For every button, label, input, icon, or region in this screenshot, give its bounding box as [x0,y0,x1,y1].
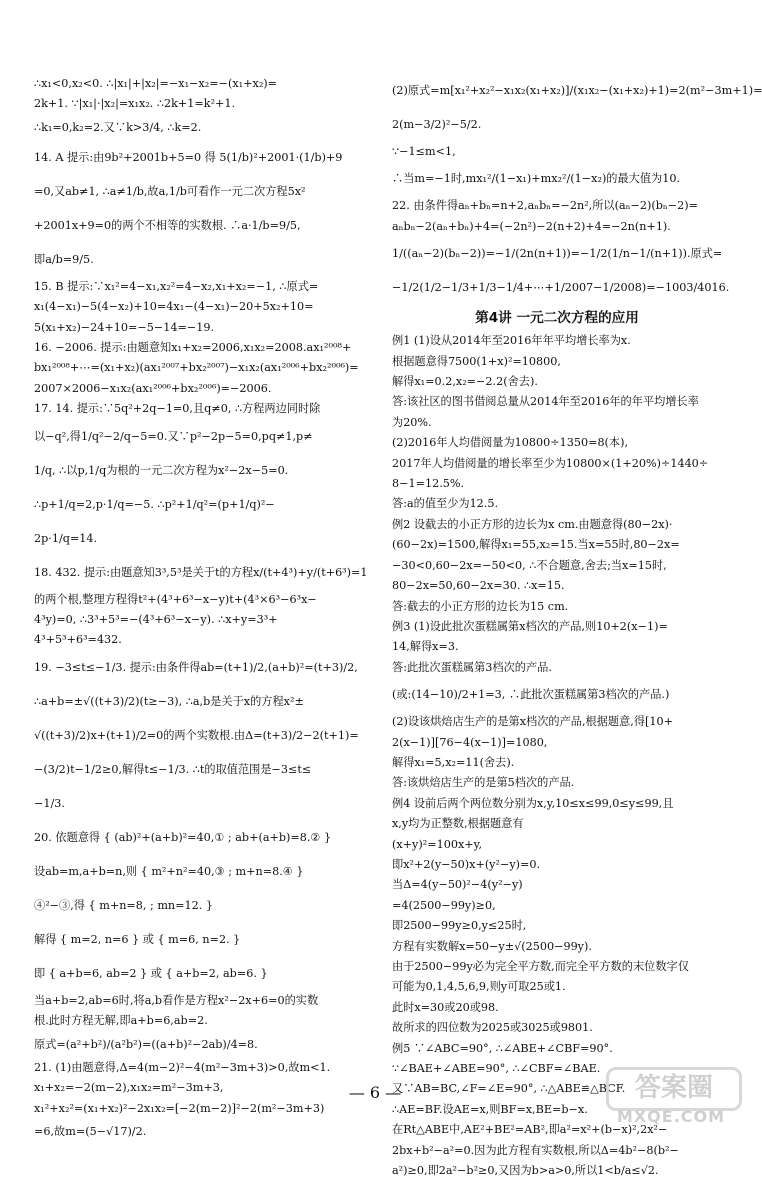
text-line: ∴当m=−1时,mx₁²/(1−x₁)+mx₂²/(1−x₂)的最大值为10. [392,172,681,186]
text-line: 根.此时方程无解,即a+b=6,ab=2. [34,1014,208,1028]
example-3: 例3 (1)设此批次蛋糕属第x档次的产品,则10+2(x−1)= [392,619,668,633]
text-line: ∵∠BAE+∠ABE=90°, ∴∠CBF=∠BAE. [392,1062,601,1076]
text-line: 为20%. [392,415,432,429]
answer-22: 22. 由条件得aₙ+bₙ=n+2,aₙbₙ=−2n²,所以(aₙ−2)(bₙ−2)= [392,199,698,213]
text-line: 2bx+b²−a²=0.因为此方程有实数根,所以Δ=4b²−8(b²− [392,1143,679,1157]
text-line: ∴k₁=0,k₂=2.又∵k>3/4, ∴k=2. [34,120,202,134]
text-line: 答:a的值至少为12.5. [392,497,499,511]
text-line: (2)设该烘焙店生产的是第x档次的产品,根据题意,得[10+ [392,715,673,729]
text-line: 以−q²,得1/q²−2/q−5=0.又∵p²−2p−5=0,pq≠1,p≠ [34,429,313,443]
text-line: 答:此批次蛋糕属第3档次的产品. [392,660,552,674]
text-line: √((t+3)/2)x+(t+1)/2=0的两个实数根.由Δ=(t+3)/2−2(t+1)= [34,728,359,742]
answer-15: 15. B 提示:∵x₁²=4−x₁,x₂²=4−x₂,x₁+x₂=−1, ∴原式= [34,279,319,293]
text-line: 2(m−3/2)²−5/2. [392,118,482,131]
answer-17: 17. 14. 提示:∵5q²+2q−1=0,且q≠0, ∴方程两边同时除 [34,402,321,416]
text-line: 14,解得x=3. [392,640,459,654]
text-line: 的两个根,整理方程得t²+(4³+6³−x−y)t+(4³×6³−6³x− [34,592,317,606]
left-column [34,74,370,1145]
text-line: −1/3. [34,796,65,810]
example-1: 例1 (1)设从2014年至2016年年平均增长率为x. [392,334,631,348]
text-line: =6,故m=(5−√17)/2. [34,1124,147,1138]
text-line: 答:该烘焙店生产的是第5档次的产品. [392,776,575,790]
text-line: =0,又ab≠1, ∴a≠1/b,故a,1/b可看作一元二次方程5x² [34,184,306,198]
text-line: ∴a+b=±√((t+3)/2)(t≥−3), ∴a,b是关于x的方程x²± [34,694,304,708]
text-line: ∴AE=BF.设AE=x,则BF=x,BE=b−x. [392,1102,588,1116]
text-line: 5(x₁+x₂)−24+10=−5−14=−19. [34,320,215,334]
text-line: x₁²+x₂²=(x₁+x₂)²−2x₁x₂=[−2(m−2)]²−2(m²−3m+3) [34,1101,325,1115]
answer-20: 20. 依题意得 { (ab)²+(a+b)²=40,① ; ab+(a+b)=8.② } [34,830,332,844]
text-line: ∴p+1/q=2,p·1/q=−5. ∴p²+1/q²=(p+1/q)²− [34,497,275,511]
watermark-url: MXQE.COM [616,1107,726,1126]
text-line: bx₁²⁰⁰⁸+⋯=(x₁+x₂)(ax₁²⁰⁰⁷+bx₂²⁰⁰⁷)−x₁x₂(ax₁²⁰⁰⁶+bx₂²⁰⁰⁶)= [34,361,359,375]
answer-19: 19. −3≤t≤−1/3. 提示:由条件得ab=(t+1)/2,(a+b)²=(t+3)/2, [34,660,358,674]
text-line: 2007×2006−x₁x₂(ax₁²⁰⁰⁶+bx₂²⁰⁰⁶)=−2006. [34,381,272,395]
text-line: ∵−1≤m<1, [392,145,456,158]
text-line: 当Δ=4(y−50)²−4(y²−y) [392,878,523,892]
text-line: 即x²+2(y−50)x+(y²−y)=0. [392,857,541,871]
text-line: ④²−③,得 { m+n=8, ; mn=12. } [34,898,213,912]
text-line: 故所求的四位数为2025或3025或9801. [392,1021,593,1035]
answer-16: 16. −2006. 提示:由题意知x₁+x₂=2006,x₁x₂=2008.ax₁²⁰⁰⁸+ [34,341,352,355]
text-line: 方程有实数解x=50−y±√(2500−99y). [392,939,592,953]
text-line: aₙbₙ−2(aₙ+bₙ)+4=(−2n²)−2(n+2)+4=−2n(n+1). [392,219,671,233]
text-line: 答:该社区的图书借阅总量从2014年至2016年的年平均增长率 [392,395,699,409]
text-line: (或:(14−10)/2+1=3, ∴此批次蛋糕属第3档次的产品.) [392,688,670,702]
text-line: 又∵AB=BC,∠F=∠E=90°, ∴△ABE≌△BCF. [392,1082,626,1096]
text-line: 4³+5³+6³=432. [34,633,122,647]
text-line: 8−1=12.5%. [392,477,465,491]
text-line: 在Rt△ABE中,AE²+BE²=AB²,即a²=x²+(b−x)²,2x²− [392,1123,668,1137]
text-line: 即 { a+b=6, ab=2 } 或 { a+b=2, ab=6. } [34,966,268,980]
answer-21: 21. (1)由题意得,Δ=4(m−2)²−4(m²−3m+3)>0,故m<1. [34,1060,331,1074]
text-line: 2k+1. ∵|x₁|·|x₂|=x₁x₂. ∴2k+1=k²+1. [34,97,236,111]
answer-14: 14. A 提示:由9b²+2001b+5=0 得 5(1/b)²+2001·(1/b)+9 [34,150,343,164]
text-line: 即2500−99y≥0,y≤25时, [392,919,527,933]
watermark-logo [606,1067,736,1125]
text-line: 2(x−1)][76−4(x−1)]=1080, [392,735,548,749]
text-line: (60−2x)=1500,解得x₁=55,x₂=15.当x=55时,80−2x= [392,538,680,552]
text-line: 可能为0,1,4,5,6,9,则y可取25或1. [392,980,566,994]
text-line: 4³y)=0, ∴3³+5³=−(4³+6³−x−y). ∴x+y=3³+ [34,613,278,627]
text-line: 根据题意得7500(1+x)²=10800, [392,354,561,368]
example-4: 例4 设前后两个两位数分别为x,y,10≤x≤99,0≤y≤99,且 [392,796,674,810]
text-line: 解得 { m=2, n=6 } 或 { m=6, n=2. } [34,932,241,946]
text-line: 2p·1/q=14. [34,531,98,545]
text-line: x₁(4−x₁)−5(4−x₂)+10=4x₁−(4−x₁)−20+5x₂+10= [34,300,314,314]
text-line: 解得x₁=5,x₂=11(舍去). [392,755,515,769]
text-line: 原式=(a²+b²)/(a²b²)=((a+b)²−2ab)/4=8. [34,1037,258,1051]
text-line: 2017年人均借阅量的增长率至少为10800×(1+20%)÷1440÷ [392,456,709,470]
text-line: a²)≥0,即2a²−b²≥0,又因为b>a>0,所以1<b/a≤√2. [392,1164,659,1178]
text-line: 答:截去的小正方形的边长为15 cm. [392,599,569,613]
text-line: 当a+b=2,ab=6时,将a,b看作是方程x²−2x+6=0的实数 [34,993,319,1007]
section-title: 第4讲 一元二次方程的应用 [475,310,639,327]
text-line: −1/2(1/2−1/3+1/3−1/4+⋯+1/2007−1/2008)=−1003/4016. [392,281,730,295]
text-line: x₁+x₂=−2(m−2),x₁x₂=m²−3m+3, [34,1081,224,1095]
text-line: 1/q, ∴以p,1/q为根的一元二次方程为x²−2x−5=0. [34,463,289,477]
text-line: 设ab=m,a+b=n,则 { m²+n²=40,③ ; m+n=8.④ } [34,864,304,878]
text-line: 由于2500−99y必为完全平方数,而完全平方数的末位数字仅 [392,960,689,973]
text-line: 即a/b=9/5. [34,252,94,266]
answer-18: 18. 432. 提示:由题意知3³,5³是关于t的方程x/(t+4³)+y/(t+6³)=1 [34,565,368,579]
text-line: (x+y)²=100x+y, [392,837,483,851]
watermark-logo-text: 答案圈 [606,1067,742,1111]
text-line: 此时x=30或20或98. [392,1000,499,1014]
text-line: (2)2016年人均借阅量为10800÷1350=8(本), [392,436,629,450]
text-line: +2001x+9=0的两个不相等的实数根. ∴a·1/b=9/5, [34,218,301,232]
example-2: 例2 设截去的小正方形的边长为x cm.由题意得(80−2x)· [392,517,673,531]
text-line: −30<0,60−2x=−50<0, ∴不合题意,舍去;当x=15时, [392,558,667,572]
example-5: 例5 ∵∠ABC=90°, ∴∠ABE+∠CBF=90°. [392,1041,613,1055]
page-number: — 6 — [348,1083,402,1102]
right-column [392,74,762,1181]
text-line: =4(2500−99y)≥0, [392,898,496,912]
text-line: 80−2x=50,60−2x=30. ∴x=15. [392,579,565,593]
text-line: x,y均为正整数,根据题意有 [392,817,524,831]
answer-21-part2: (2)原式=m[x₁²+x₂²−x₁x₂(x₁+x₂)]/(x₁x₂−(x₁+x₂)+1)=2(m²−3m+1)= [392,84,762,97]
text-line: 1/((aₙ−2)(bₙ−2))=−1/(2n(n+1))=−1/2(1/n−1/(n+1)).原式= [392,247,723,261]
text-line: −(3/2)t−1/2≥0,解得t≤−1/3. ∴t的取值范围是−3≤t≤ [34,762,312,776]
text-line: 解得x₁=0.2,x₂=−2.2(舍去). [392,375,538,389]
text-line: ∴x₁<0,x₂<0. ∴|x₁|+|x₂|=−x₁−x₂=−(x₁+x₂)= [34,77,278,90]
